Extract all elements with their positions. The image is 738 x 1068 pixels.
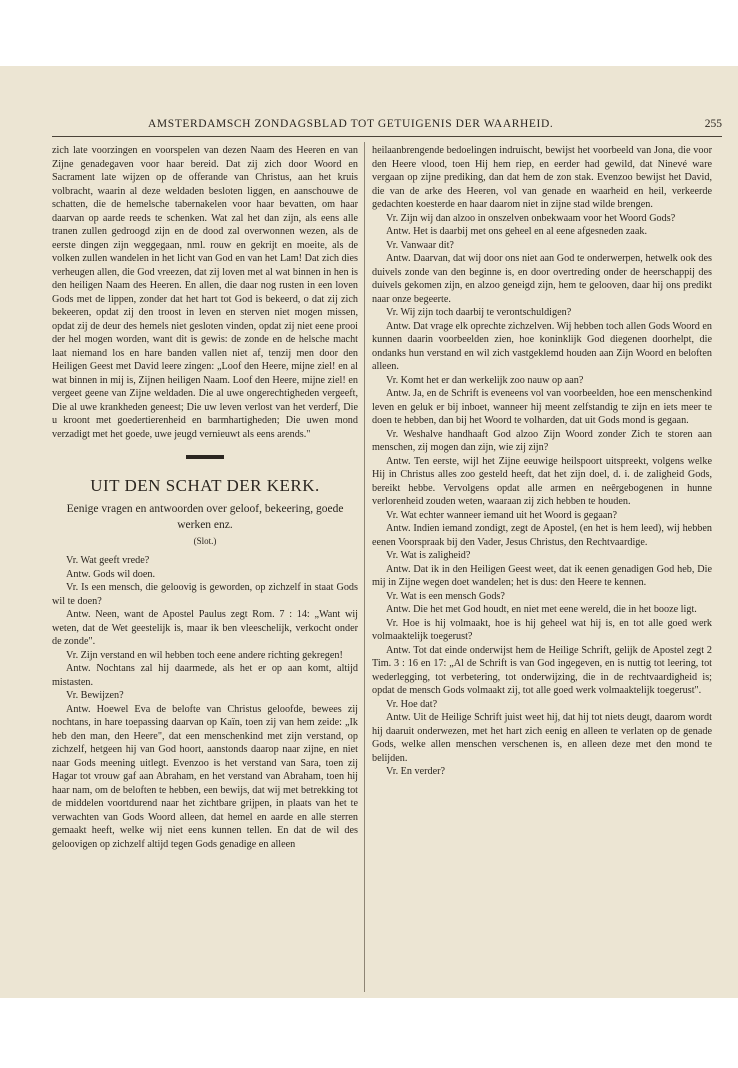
- slot-label: (Slot.): [193, 535, 217, 546]
- column-divider: [364, 142, 365, 992]
- qa-paragraph: Antw. Indien iemand zondigt, zegt de Apostel, (en het is hem leed), wij hebben eenen Voorspraak bij den Vader, Jesus Christus, den Rechtvaardige.: [372, 523, 712, 548]
- qa-paragraph: Vr. Wat echter wanneer iemand uit het Woord is gegaan?: [386, 509, 618, 521]
- masthead-title: AMSTERDAMSCH ZONDAGSBLAD TOT GETUIGENIS DER WAARHEID.: [148, 118, 554, 130]
- qa-paragraph: Antw. Hoewel Eva de belofte van Christus geloofde, bewees zij nochtans, in hare toepassing daarvan op Kaïn, toen zij van hem zeide: „Ik heb den man, den Heere", dat een menschenkind met zijn verstand, op zichzelf, hetgeen hij van God hoort, aanstonds daarop naar zijne, en niet naar Gods meening uitlegt. Evenzoo is het verstand van Sara, toen zij Hagar tot vrouw gaf aan Abraham, en het verstand van Abraham, toen hij haar nam, om de beloften te hebben, een bewijs, dat wij met betrekking tot de middelen voortdurend naar het zichtbare grijpen, in plaats van het te verwachten van Gods Woord alleen, dat hemel en aarde en alle sterren gemaakt heeft, welke wij niet eens kunnen tellen. En dat de wil des geloovigen op zichzelf altijd tegen Gods genadige en alleen: [52, 703, 358, 850]
- qa-paragraph: Vr. Wij zijn toch daarbij te verontschuldigen?: [386, 307, 572, 318]
- qa-paragraph: Antw. Het is daarbij met ons geheel en al eene afgesneden zaak.: [386, 226, 647, 237]
- qa-paragraph: heilaanbrengende bedoelingen indruischt, bewijst het voorbeeld van Jona, die voor den Heere vlood, toen Hij hem riep, en eerder had gewild, dat Ninevé ware vergaan op zijne prediking, dan dat hem de zon stak. Evenzoo bewijst het David, die van de arke des Heeren, vol van genade en waarheid en heil, verkeerde gedachten koesterde en haar daarom niet in zijne stad wilde brengen.: [372, 145, 712, 210]
- qa-paragraph: Antw. Uit de Heilige Schrift juist weet hij, dat hij tot niets deugt, daarom wordt hij daaruit onderwezen, met het hart zich eenig en alleen te verlaten op de genade Gods, welke allen menschen verschenen is, en alleen deze met den mond te belijden.: [372, 712, 712, 764]
- qa-paragraph: Antw. Daarvan, dat wij door ons niet aan God te onderwerpen, hetwelk ook des duivels zonde van den beginne is, en door overtreding onder de heerschappij des duivels gekomen zijn, en alzoo geneigd zijn, hem te gelooven, daar hij ons predikt naar onze begeerte.: [372, 253, 712, 305]
- intro-paragraph: zich late voorzingen en voorspelen van dezen Naam des Heeren en van Zijne genadegaven voor haar bereid. Dat zij zich door Woord en Sacrament late wijzen op de offerande van Christus, aan het kruis volbracht, waarin al deze weldaden besloten liggen, en aanschouwe de schatten, die de hemelsche tabernakelen voor haar bevatten, om haar daarvan op aarde reeds te schenken. Wat zal het dan zijn, als eens alle tranen zullen gedroogd zijn en de dood zal overwonnen wezen, als de eerste dingen zijn weggegaan, nml. rouw en gekrijt en moeite, als de volken zullen wandelen in het licht van God en van het Lam! Dat zich dies verheugen allen, die God vreezen, dat zij loven met al wat binnen in hen is den heiligen Naam des Heeren. En allen, die daar nog rusten in een loven Gods met de lippen, zonder dat het hart tot God is bekeerd, o dat zij zich bekeeren, opdat zij den troost in leven en sterven niet mogen missen, opdat zij de deur des hemels niet gesloten vinden, opdat zij niet eene prooi der hel mogen worden, want dit is gewis: de zonde en de helsche macht laat niemand los en hare banden vallen niet af, tenzij men door den Heiligen Geest met David leere zingen: „Loof den Heere, mijne ziel! en al wat binnen in mij is, Zijnen heiligen Naam. Loof den Heere, mijne ziel! en vergeet geene van Zijne weldaden. Die al uwe ongerechtigheden vergeeft, Die al uwe krankheden geneest; Die uw leven verlost van het verderf, Die u kroont met goedertierenheid en barmhartigheden; Die uwen mond verzadigt met het goede, uwe jeugd vernieuwt als eens arends.": [52, 145, 358, 440]
- qa-paragraph: Vr. Weshalve handhaaft God alzoo Zijn Woord zonder Zich te storen aan menschen, zij mogen dan zijn, wie zij zijn?: [372, 428, 712, 453]
- qa-paragraph: Vr. Komt het er dan werkelijk zoo nauw op aan?: [386, 374, 584, 386]
- qa-paragraph: Vr. Hoe is hij volmaakt, hoe is hij geheel wat hij is, en tot alle goed werk volmaaktelijk toegerust?: [372, 617, 712, 642]
- qa-paragraph: Vr. Bewijzen?: [66, 690, 124, 701]
- qa-paragraph: Antw. Tot dat einde onderwijst hem de Heilige Schrift, gelijk de Apostel zegt 2 Tim. 3 : 16 en 17: „Al de Schrift is van God ingegeven, en is nuttig tot leering, tot wederlegging, tot verbetering, tot onderwijzing, die in de rechtvaardigheid is; opdat de mensch Gods volmaakt zij, tot alle goed werk volmaaktelijk toegerust".: [372, 644, 712, 696]
- qa-paragraph: Antw. Die het met God houdt, en niet met eene wereld, die in het booze ligt.: [386, 604, 697, 615]
- page-header: [52, 118, 722, 137]
- qa-paragraph: Vr. Is een mensch, die geloovig is geworden, op zichzelf in staat Gods wil te doen?: [52, 582, 358, 607]
- section-subtitle: Eenige vragen en antwoorden over geloof, bekeering, goede werken enz.: [66, 502, 344, 531]
- qa-paragraph: Antw. Dat ik in den Heiligen Geest weet, dat ik eenen genadigen God heb, Die mij in Zijne wegen doet wandelen; het is dus: den Heere te kennen.: [372, 563, 712, 588]
- qa-paragraph: Antw. Ja, en de Schrift is eveneens vol van voorbeelden, hoe een menschenkind leven en geluk er bij inboet, wanneer hij meent zelfstandig te zijn en iets meer te doen te hebben, dan bij het Woord te volharden, dat uit Gods mond is gegaan.: [372, 388, 712, 426]
- section-title: UIT DEN SCHAT DER KERK.: [90, 476, 320, 495]
- right-column: [372, 144, 712, 984]
- newspaper-page: [0, 66, 738, 998]
- qa-paragraph: Antw. Dat vrage elk oprechte zichzelven. Wij hebben toch allen Gods Woord en kunnen daarin voorbeelden zien, hoe koninklijk God diegenen doorhelpt, die ondanks hun verstand en wil zich vastgeklemd houden aan Zijn Woord en beloften alleen.: [372, 320, 712, 372]
- qa-paragraph: Antw. Gods wil doen.: [66, 568, 156, 580]
- qa-paragraph: Antw. Neen, want de Apostel Paulus zegt Rom. 7 : 14: „Want wij weten, dat de Wet geestelijk is, maar ik ben vleeschelijk, verkocht onder de zonde".: [52, 609, 358, 647]
- section-separator: [186, 455, 224, 459]
- qa-paragraph: Vr. Zijn wij dan alzoo in onszelven onbekwaam voor het Woord Gods?: [386, 212, 676, 224]
- qa-paragraph: Vr. Zijn verstand en wil hebben toch eene andere richting gekregen!: [66, 649, 343, 661]
- qa-paragraph: Vr. Hoe dat?: [386, 698, 438, 710]
- qa-paragraph: Antw. Nochtans zal hij daarmede, als het er op aan komt, altijd mistasten.: [52, 663, 358, 688]
- qa-paragraph: Vr. En verder?: [386, 766, 446, 777]
- qa-paragraph: Vr. Wat geeft vrede?: [66, 555, 150, 566]
- qa-paragraph: Antw. Ten eerste, wijl het Zijne eeuwige heilspoort uitspreekt, volgens welke Hij in Christus alles zoo gesteld heeft, dat het zijn doel, d. i. de zaligheid Gods, bereikt hebbe. Vervolgens opdat alle armen en neêrgebogenen in hunne verlorenheid zouden weten, waaraan zij zich hebben te houden.: [372, 455, 712, 507]
- left-column: [52, 144, 358, 984]
- page-number: 255: [704, 118, 722, 130]
- qa-paragraph: Vr. Wat is zaligheid?: [386, 550, 471, 561]
- qa-paragraph: Vr. Wat is een mensch Gods?: [386, 590, 505, 602]
- qa-paragraph: Vr. Vanwaar dit?: [386, 239, 454, 251]
